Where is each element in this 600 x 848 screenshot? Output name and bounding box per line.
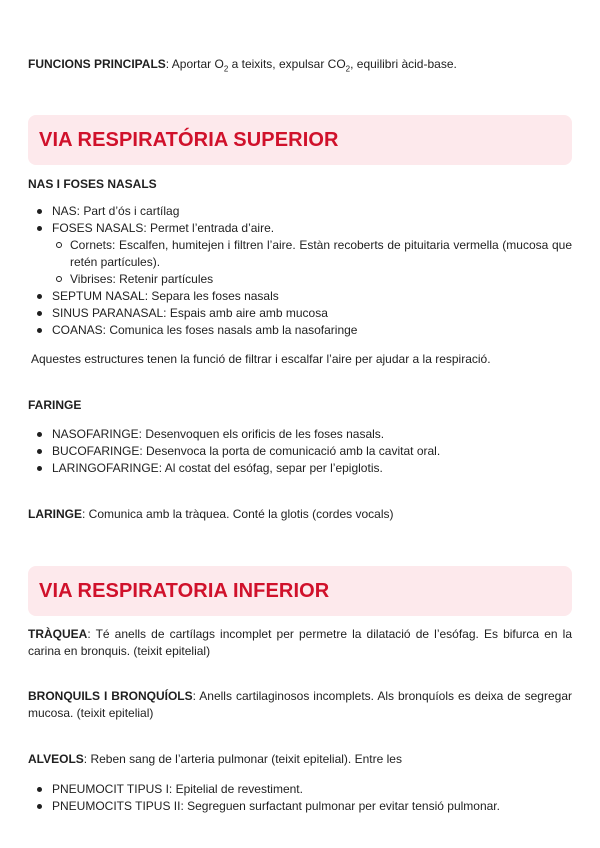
- term-label: TRÀQUEA: [28, 627, 88, 641]
- faringe-list: [28, 426, 572, 477]
- subsection-heading: NAS I FOSES NASALS: [28, 177, 157, 191]
- bronquils-paragraph: [28, 688, 572, 722]
- subscript: 2: [345, 64, 351, 74]
- list-item: LARINGOFARINGE: Al costat del esófag, separ per l’epiglotis.: [28, 460, 572, 477]
- main-functions-text: , equilibri àcid-base.: [350, 57, 457, 71]
- list-item: BUCOFARINGE: Desenvoca la porta de comunicació amb la cavitat oral.: [28, 443, 572, 460]
- list-item: SEPTUM NASAL: Separa les foses nasals: [28, 288, 572, 305]
- main-functions-text: : Aportar O: [165, 57, 224, 71]
- list-item: SINUS PARANASAL: Espais amb aire amb mucosa: [28, 305, 572, 322]
- term-label: ALVEOLS: [28, 752, 84, 766]
- section-banner-upper: [28, 115, 572, 165]
- list-item: PNEUMOCITS TIPUS II: Segreguen surfactant pulmonar per evitar tensió pulmonar.: [28, 798, 572, 815]
- list-item: NASOFARINGE: Desenvoquen els orificis de les foses nasals.: [28, 426, 572, 443]
- main-functions-text: a teixits, expulsar CO: [228, 57, 346, 71]
- main-functions: [28, 56, 572, 73]
- term-text: : Reben sang de l’arteria pulmonar (teixit epitelial). Entre les: [83, 752, 402, 766]
- subscript: 2: [223, 64, 229, 74]
- laringe-paragraph: [28, 506, 572, 523]
- term-label: LARINGE: [28, 507, 82, 521]
- term-text: : Anells cartilaginosos incomplets. Als bronquíols es deixa de segregar mucosa. (teixit epitelial): [28, 689, 572, 720]
- sub-list-item: Vibrises: Retenir partícules: [28, 271, 572, 288]
- subsection-heading: FARINGE: [28, 398, 82, 412]
- term-text: : Comunica amb la tràquea. Conté la glotis (cordes vocals): [82, 507, 394, 521]
- list-item: COANAS: Comunica les foses nasals amb la nasofaringe: [28, 322, 572, 339]
- alveols-list: [28, 781, 572, 815]
- nas-list: [28, 203, 572, 339]
- section-title: VIA RESPIRATORIA INFERIOR: [39, 579, 330, 602]
- alveols-paragraph: [28, 751, 572, 768]
- paragraph-note: Aquestes estructures tenen la funció de filtrar i escalfar l’aire per ajudar a la respiració.: [31, 352, 491, 366]
- term-label: BRONQUILS I BRONQUÍOLS: [28, 689, 193, 703]
- term-text: : Té anells de cartílags incomplet per permetre la dilatació de l’esófag. Es bifurca en la carina en bronquis. (teixit epitelial): [28, 627, 572, 658]
- sub-list-item: Cornets: Escalfen, humitejen i filtren l’aire. Estàn recoberts de pituitaria vermella (mucosa que retén partícules).: [28, 237, 572, 271]
- section-title: VIA RESPIRATÓRIA SUPERIOR: [39, 128, 339, 151]
- section-banner-lower: [28, 566, 572, 616]
- list-item: PNEUMOCIT TIPUS I: Epitelial de revestiment.: [28, 781, 572, 798]
- list-item: NAS: Part d’ós i cartílag: [28, 203, 572, 220]
- main-functions-label: FUNCIONS PRINCIPALS: [28, 57, 166, 71]
- traquea-paragraph: [28, 626, 572, 660]
- list-item: FOSES NASALS: Permet l’entrada d’aire.: [28, 220, 572, 237]
